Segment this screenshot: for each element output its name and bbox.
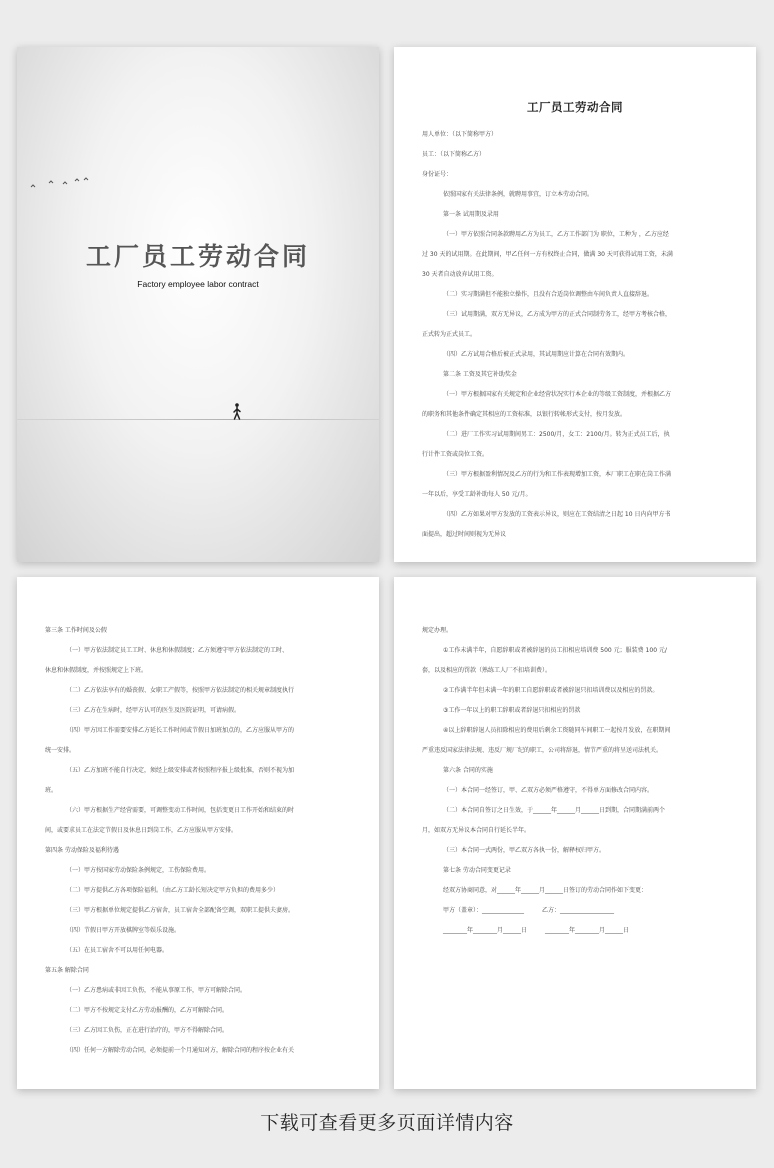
birds-icon — [29, 175, 99, 189]
paragraph-line: ________年________月______日 ________年________月______日 — [443, 927, 630, 934]
paragraph-line: （五）在员工宿舍不可以用任何电器。 — [66, 947, 169, 954]
paragraph-line: 过 30 天的试用期。在此期间，甲乙任何一方有权终止合同，做满 30 天可获得试用工资，未满 — [422, 251, 673, 258]
paragraph-line: 严重违反国家法律法规、违反厂规厂纪的职工，公司将辞退，情节严重的将呈送司法机关。 — [422, 747, 663, 754]
paragraph-line: 套，以及相应的罚款（熟练工人厂不扣培训费）。 — [422, 667, 552, 674]
paragraph-line: 30 天者自动放弃试用工资。 — [422, 271, 498, 278]
paragraph-line: （三）甲方根据单位规定提供乙方宿舍，员工宿舍全部配备空调，双职工提供夫妻房。 — [66, 907, 295, 914]
paragraph-line: （二）进厂工作实习试用期间男工：2500/月，女工：2100/月。转为正式员工后，执 — [443, 431, 670, 438]
paragraph-line: 第四条 劳动保险及福利待遇 — [45, 847, 119, 854]
paragraph-line: ③工作一年以上的职工辞职或者辞退只扣相应的罚款 — [443, 707, 581, 714]
paragraph-line: 班。 — [45, 787, 58, 794]
cover-subtitle: Factory employee labor contract — [137, 279, 259, 289]
paragraph-line: 的职务和其他条件确定其相应的工资标准，以银行转帐形式支付，按月发放。 — [422, 411, 627, 418]
download-hint-text: 下载可查看更多页面详情内容 — [260, 1112, 514, 1134]
paragraph-line: （一）甲方按国家劳动保险条例规定，工伤保险费用。 — [66, 867, 211, 874]
paragraph-line: 第五条 解除合同 — [45, 967, 89, 974]
paragraph-line: 规定办理。 — [422, 627, 453, 634]
paragraph-line: （三）乙方在生病时，经甲方认可的医生及医院证明，可请病假。 — [66, 707, 241, 714]
paragraph-line: （二）甲方不按规定支付乙方劳动报酬的，乙方可解除合同。 — [66, 1007, 229, 1014]
paragraph-line: （一）本合同一经签订，甲、乙双方必须严格遵守，不得单方面修改合同内容。 — [443, 787, 654, 794]
paragraph-line: （四）节假日甲方开放棋牌室等娱乐设施。 — [66, 927, 181, 934]
horizon-line — [17, 419, 379, 420]
cover-title: 工厂员工劳动合同 — [85, 242, 310, 271]
paragraph-line: ④以上辞职辞退人员扣除相应的费用后剩余工资随同车间职工一起按月发放，在职期间 — [443, 727, 671, 734]
paragraph-line: （三）试用期满，双方无异议，乙方成为甲方的正式合同制劳务工，经甲方考核合格， — [443, 311, 672, 318]
paragraph-line: （一）甲方依照合同条款聘用乙方为员工，乙方工作部门为 职位，工种为 ，乙方应经 — [443, 231, 669, 238]
paragraph-line: ②工作满半年但未满一年的职工自愿辞职或者被辞退只扣培训费以及相应的罚款。 — [443, 687, 659, 694]
paragraph-line: （二）甲方提供乙方各项保险福利。（由乙方工龄长短决定甲方负担的费用多少） — [66, 887, 280, 894]
walking-person-icon — [232, 403, 242, 420]
paragraph-line: 经双方协商同意，对______年______月______日签订的劳动合同作如下变更： — [443, 887, 648, 894]
paragraph-line: 用人单位：（以下简称甲方） — [422, 131, 498, 138]
paragraph-line: 正式转为正式员工。 — [422, 331, 477, 338]
paragraph-line: 一年以后，享受工龄补助每人 50 元/月。 — [422, 491, 532, 498]
paragraph-line: ①工作未满半年，自愿辞职或者被辞退的员工扣相应培训费 500 元；服装费 100 元/ — [443, 647, 667, 654]
paragraph-line: （二）本合同自签订之日生效，于______年______月______日到期，合同期满前两个 — [443, 807, 666, 814]
paragraph-line: （六）甲方根据生产经营需要，可调整变动工作时间，包括变更日工作开始和结束的时 — [66, 807, 295, 814]
paragraph-line: 面提出，超过时间则视为无异议 — [422, 531, 507, 538]
cover-page — [17, 47, 379, 562]
paragraph-line: 身份证号： — [422, 171, 453, 178]
paragraph-line: 统一安排。 — [45, 747, 76, 754]
paragraph-line: 甲方（盖章）：______________ 乙方：__________________ — [443, 907, 615, 914]
paragraph-line: （四）乙方试用合格后被正式录用，其试用期应计算在合同有效期内。 — [443, 351, 630, 358]
paragraph-line: （四）甲方因工作需要安排乙方延长工作时间或节假日加班加点的，乙方应服从甲方的 — [66, 727, 295, 734]
paragraph-line: （四）乙方如果对甲方发放的工资表示异议，则应在工资结清之日起 10 日内向甲方书 — [443, 511, 671, 518]
paragraph-line: （一）甲方依法制定员工工时、休息和休假制度；乙方须遵守甲方依法制定的工时、 — [66, 647, 289, 654]
paragraph-line: （二）乙方依法享有的婚丧假、女职工产假等，按照甲方依法制定的相关规章制度执行 — [66, 687, 295, 694]
paragraph-line: （二）实习期满但不能独立操作，且没有合适岗位调整由车间负责人直接辞退。 — [443, 291, 654, 298]
paragraph-line: 第六条 合同的实施 — [443, 767, 493, 774]
contract-page-1 — [394, 47, 756, 562]
paragraph-line: （一）甲方根据国家有关规定和企业经营状况实行本企业的等级工资制度，并根据乙方 — [443, 391, 672, 398]
paragraph-line: 第七条 劳动合同变更记录 — [443, 867, 511, 874]
contract-page-2 — [17, 577, 379, 1089]
paragraph-line: （四）任何一方解除劳动合同，必须提前一个月通知对方，解除合同的程序按企业有关 — [66, 1047, 295, 1054]
paragraph-line: （三）乙方因工负伤，正在进行治疗的，甲方不得解除合同。 — [66, 1027, 229, 1034]
paragraph-line: （三）甲方根据盈利情况及乙方的行为和工作表现增加工资，本厂职工在职在岗工作满 — [443, 471, 672, 478]
paragraph-line: 第二条 工资及其它补助奖金 — [443, 371, 517, 378]
paragraph-line: 第三条 工作时间及公假 — [45, 627, 107, 634]
contract-page-3 — [394, 577, 756, 1089]
paragraph-line: 依照国家有关法律条例，就聘用事宜，订立本劳动合同。 — [443, 191, 594, 198]
paragraph-line: 第一条 试用期及录用 — [443, 211, 499, 218]
paragraph-line: 员工：（以下简称乙方） — [422, 151, 486, 158]
paragraph-line: 间，或要求员工在法定节假日及休息日到岗工作，乙方应服从甲方安排。 — [45, 827, 238, 834]
page-title: 工厂员工劳动合同 — [527, 100, 623, 114]
paragraph-line: 休息和休假制度，并按照规定上下班。 — [45, 667, 148, 674]
paragraph-line: （五）乙方加班不能自行决定，须经上级安排或者按照程序报上级批准，否则不视为加 — [66, 767, 295, 774]
paragraph-line: 行计件工资或岗位工资。 — [422, 451, 489, 458]
paragraph-line: （一）乙方患病或非因工负伤，不能从事原工作，甲方可解除合同。 — [66, 987, 247, 994]
paragraph-line: （三）本合同一式两份，甲乙双方各执一份，解释权归甲方。 — [443, 847, 606, 854]
paragraph-line: 月，如双方无异议本合同自行延长半年。 — [422, 827, 531, 834]
